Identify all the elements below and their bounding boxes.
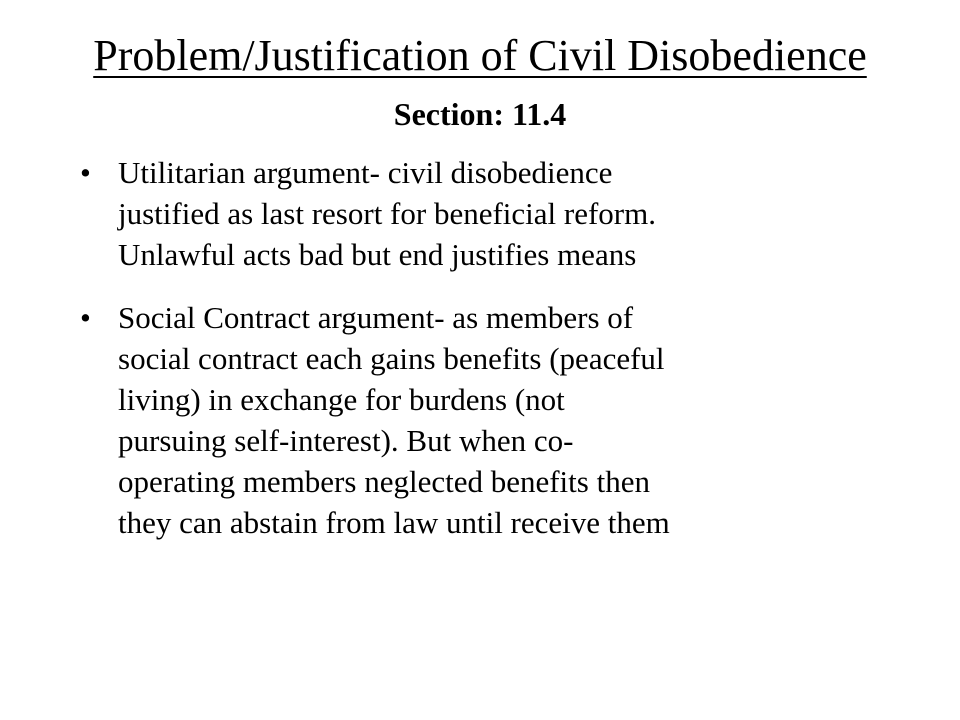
section-subtitle: Section: 11.4 xyxy=(393,96,567,132)
bullet-text-line: social contract each gains benefits (peaceful xyxy=(118,341,665,376)
bullet-text-line: Unlawful acts bad but end justifies means xyxy=(118,237,637,272)
bullet-icon: • xyxy=(80,300,91,335)
bullet-text-line: living) in exchange for burdens (not xyxy=(118,382,565,417)
slide-title: Problem/Justification of Civil Disobedience xyxy=(93,31,867,80)
bullet-list xyxy=(80,152,900,565)
bullet-text-line: operating members neglected benefits then xyxy=(118,464,650,499)
bullet-text-line: justified as last resort for beneficial reform. xyxy=(118,196,656,231)
bullet-icon: • xyxy=(80,155,91,190)
bullet-item-social-contract xyxy=(80,297,900,543)
bullet-text-line: they can abstain from law until receive them xyxy=(118,505,670,540)
bullet-text-line: Utilitarian argument- civil disobedience xyxy=(118,155,613,190)
bullet-text-line: pursuing self-interest). But when co- xyxy=(118,423,574,458)
bullet-text-line: Social Contract argument- as members of xyxy=(118,300,634,335)
bullet-item-utilitarian xyxy=(80,152,900,275)
